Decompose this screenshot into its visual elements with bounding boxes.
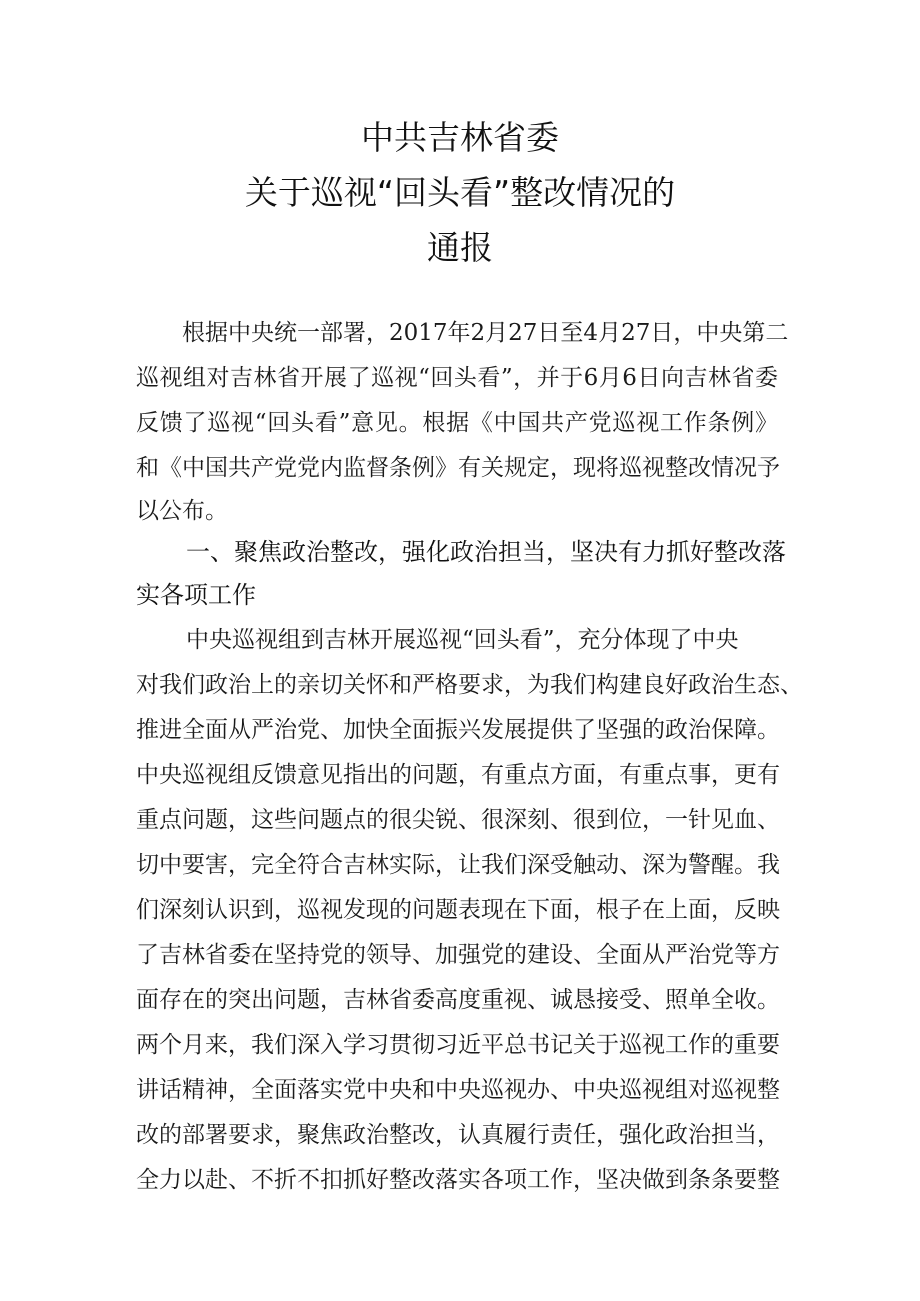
paragraph-2-line: 重点问题，这些问题点的很尖锐、很深刻、很到位，一针见血、 [136,807,780,833]
document-title-line-1: 中共吉林省委 [361,118,559,157]
paragraph-2-line: 中央巡视组反馈意见指出的问题，有重点方面，有重点事，更有 [136,762,780,788]
paragraph-2-line: 对我们政治上的亲切关怀和严格要求，为我们构建良好政治生态、 [136,672,803,698]
paragraph-2-line: 切中要害，完全符合吉林实际，让我们深受触动、深为警醒。我 [136,852,780,878]
paragraph-2-line: 讲话精神，全面落实党中央和中央巡视办、中央巡视组对巡视整 [136,1077,780,1103]
section-1-heading-line: 一、聚焦政治整改，强化政治担当，坚决有力抓好整改落 [186,538,786,566]
paragraph-1-line: 反馈了巡视“回头看”意见。根据《中国共产党巡视工作条例》 [136,410,778,436]
paragraph-1-line: 以公布。 [136,498,228,524]
paragraph-2-line: 全力以赴、不折不扣抓好整改落实各项工作，坚决做到条条要整 [136,1167,780,1193]
paragraph-2-line: 了吉林省委在坚持党的领导、加强党的建设、全面从严治党等方 [136,942,780,968]
paragraph-1-line: 巡视组对吉林省开展了巡视“回头看”，并于6月6日向吉林省委 [136,365,778,391]
paragraph-1-line: 根据中央统一部署，2017年2月27日至4月27日，中央第二 [182,320,789,346]
document-title-line-2: 关于巡视“回头看”整改情况的 [244,173,676,212]
document-title-line-3: 通报 [427,228,493,267]
paragraph-2-line: 们深刻认识到，巡视发现的问题表现在下面，根子在上面，反映 [136,897,780,923]
paragraph-2-line: 推进全面从严治党、加快全面振兴发展提供了坚强的政治保障。 [136,717,780,743]
section-1-heading-line: 实各项工作 [136,581,256,609]
paragraph-2-line: 两个月来，我们深入学习贯彻习近平总书记关于巡视工作的重要 [136,1032,780,1058]
paragraph-2-line: 面存在的突出问题，吉林省委高度重视、诚恳接受、照单全收。 [136,987,780,1013]
paragraph-1-line: 和《中国共产党党内监督条例》有关规定，现将巡视整改情况予 [136,455,780,481]
paragraph-2-line: 中央巡视组到吉林开展巡视“回头看”，充分体现了中央 [186,627,739,653]
paragraph-2-line: 改的部署要求，聚焦政治整改，认真履行责任，强化政治担当， [136,1122,780,1148]
